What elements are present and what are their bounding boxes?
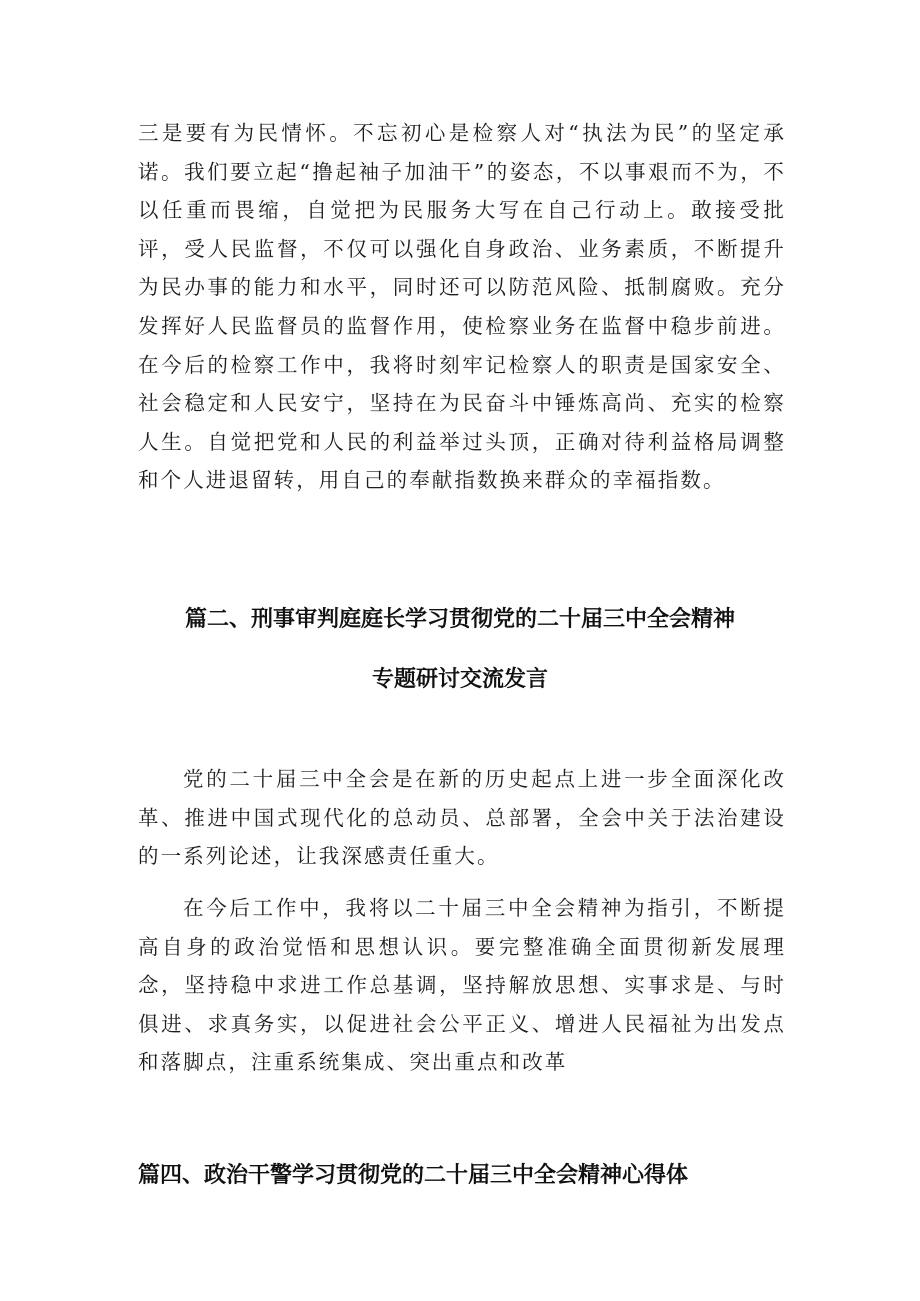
section2-paragraph-2: 在今后工作中，我将以二十届三中全会精神为指引，不断提高自身的政治觉悟和思想认识。要完整准确全面贯彻新发展理念，坚持稳中求进工作总基调，坚持解放思想、实事求是、与时俱进、求真务实，以促进社会公平正义、增进人民福祉为出发点和落脚点，注重系统集成、突出重点和改革	[138, 896, 786, 1075]
section2-title-line2: 专题研讨交流发言	[371, 667, 548, 692]
section2-paragraph-1: 党的二十届三中全会是在新的历史起点上进一步全面深化改革、推进中国式现代化的总动员、总部署，全会中关于法治建设的一系列论述，让我深感责任重大。	[138, 767, 786, 869]
section2-title-line1: 篇二、刑事审判庭庭长学习贯彻党的二十届三中全会精神	[184, 607, 735, 632]
paragraph-opening: 三是要有为民情怀。不忘初心是检察人对“执法为民”的坚定承诺。我们要立起“撸起袖子加油干”的姿态，不以事艰而不为，不以任重而畏缩，自觉把为民服务大写在自己行动上。敢接受批评，受人民监督，不仅可以强化自身政治、业务素质，不断提升为民办事的能力和水平，同时还可以防范风险、抵制腐败。充分发挥好人民监督员的监督作用，使检察业务在监督中稳步前进。在今后的检察工作中，我将时刻牢记检察人的职责是国家安全、社会稳定和人民安宁，坚持在为民奋斗中锤炼高尚、充实的检察人生。自觉把党和人民的利益举过头顶，正确对待利益格局调整和个人进退留转，用自己的奉献指数换来群众的幸福指数。	[138, 121, 786, 493]
section4-title: 篇四、政治干警学习贯彻党的二十届三中全会精神心得体	[138, 1163, 689, 1188]
